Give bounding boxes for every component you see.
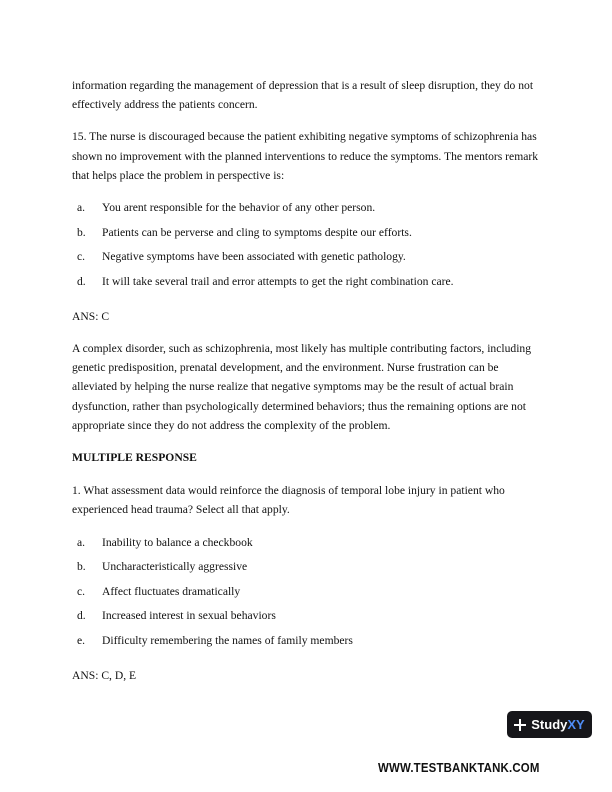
option-text: It will take several trail and error attempts to get the right combination care. [102,274,454,288]
option-item [72,582,542,601]
option-letter: a. [77,535,86,549]
option-item [72,631,542,650]
mr-question-1-options [72,533,542,650]
option-text: Uncharacteristically aggressive [102,560,248,574]
badge-text-accent: XY [567,717,585,732]
mr-question-1-stem: 1. What assessment data would reinforce the diagnosis of temporal lobe injury in patient who experienced head trauma? Select all that apply. [72,484,505,517]
option-text: Patients can be perverse and cling to symptoms despite our efforts. [102,225,412,239]
option-text: You arent responsible for the behavior of any other person. [102,201,376,215]
option-item [72,247,542,266]
mr-question-1-answer: ANS: C, D, E [72,668,137,682]
option-letter: d. [77,609,86,623]
option-item [72,223,542,242]
option-letter: e. [77,633,86,647]
badge-text-main: Study [531,717,568,732]
option-item [72,557,542,576]
question-15-stem: 15. The nurse is discouraged because the patient exhibiting negative symptoms of schizophrenia has shown no improvement with the planned interventions to reduce the symptoms. The mentors remark that helps place the problem in perspective is: [72,130,539,182]
option-letter: d. [77,274,86,288]
option-letter: c. [77,584,86,598]
option-letter: c. [77,250,86,264]
plus-icon [514,719,526,731]
continuation-paragraph: information regarding the management of depression that is a result of sleep disruption, they do not effectively address the patients concern. [72,79,534,112]
option-letter: b. [77,225,86,239]
option-text: Inability to balance a checkbook [102,535,253,549]
option-text: Negative symptoms have been associated with genetic pathology. [102,250,406,264]
option-letter: a. [77,201,86,215]
question-15-options [72,198,542,291]
option-item [72,272,542,291]
option-text: Increased interest in sexual behaviors [102,609,276,623]
option-item [72,533,542,552]
option-text: Difficulty remembering the names of family members [102,633,353,647]
footer-url[interactable]: WWW.TESTBANKTANK.COM [378,760,540,775]
option-text: Affect fluctuates dramatically [102,584,241,598]
question-15-rationale: A complex disorder, such as schizophrenia, most likely has multiple contributing factors, including genetic predisposition, prenatal development, and the environment. Nurse frustration can be alleviated by helping the nurse realize that negative symptoms may be the result of actual brain dysfunction, rather than psychologically determined behaviors; thus the remaining options are not appropriate since they do not address the complexity of the problem. [72,341,532,432]
badge-label [531,717,584,732]
option-letter: b. [77,560,86,574]
document-body [72,76,542,698]
section-heading: MULTIPLE RESPONSE [72,450,197,464]
option-item [72,606,542,625]
studyxy-badge[interactable] [507,711,592,738]
question-15-answer: ANS: C [72,309,110,323]
option-item [72,198,542,217]
